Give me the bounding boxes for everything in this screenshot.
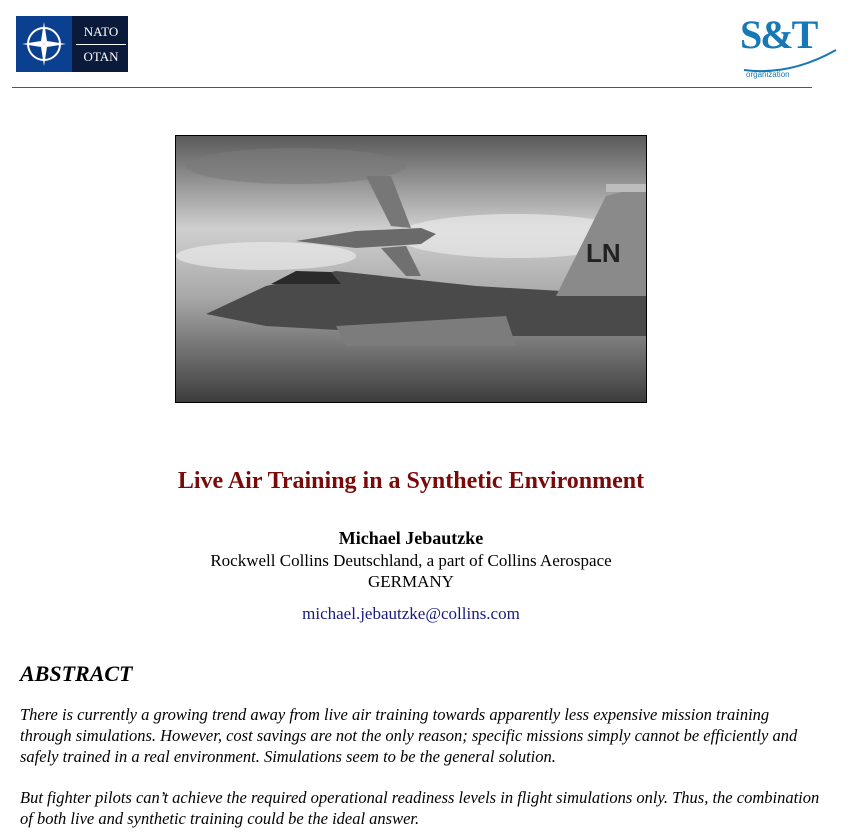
cover-photo-fighter-jets	[175, 135, 647, 403]
country: GERMANY	[368, 572, 454, 591]
author-name: Michael Jebautzke	[338, 528, 484, 548]
st-mark: S&T	[740, 12, 817, 57]
header-rule	[12, 87, 812, 88]
otan-label: OTAN	[83, 49, 119, 64]
author-affiliation-block	[0, 550, 822, 592]
st-subtitle: organization	[746, 70, 790, 79]
nato-otan-logo	[16, 16, 128, 72]
nato-label: NATO	[76, 20, 126, 45]
abstract-heading: ABSTRACT	[20, 661, 133, 686]
author-email[interactable]: michael.jebautzke@collins.com	[302, 604, 520, 623]
abstract-paragraph-2: But fighter pilots can’t achieve the required operational readiness levels in flight simulations only. Thus, the combination of both live and synthetic training could be the ideal answer.	[20, 788, 820, 828]
abstract-paragraph-1: There is currently a growing trend away from live air training towards apparently less expensive mission training through simulations. However, cost savings are not the only reason; specific missions simply cannot be efficiently and safely trained in a real environment. Simulations seem to be the general solution.	[20, 705, 798, 766]
tail-code: LN	[586, 238, 621, 268]
affiliation: Rockwell Collins Deutschland, a part of Collins Aerospace	[210, 551, 612, 570]
paper-title: Live Air Training in a Synthetic Environment	[177, 468, 645, 494]
page-header	[0, 0, 862, 90]
nato-compass-rose-icon	[16, 16, 72, 72]
st-organization-logo	[740, 12, 840, 82]
